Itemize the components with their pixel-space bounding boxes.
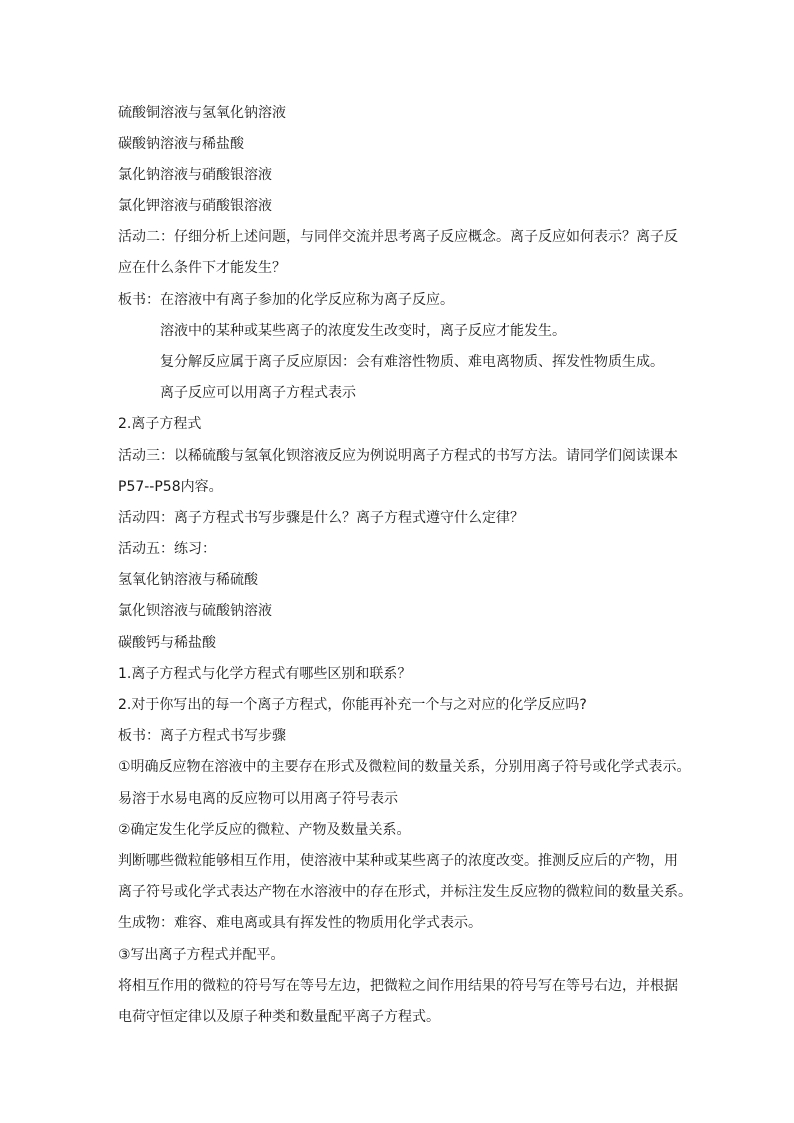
text-line-reaction-3: 氯化钠溶液与硝酸银溶液 bbox=[118, 167, 272, 183]
text-line-products-note: 生成物：难容、难电离或具有挥发性的物质用化学式表示。 bbox=[118, 915, 482, 931]
text-line-question-1: 1.离子方程式与化学方程式有哪些区别和联系？ bbox=[118, 666, 412, 682]
text-line-activity-3: 活动三：以稀硫酸与氢氧化钡溶液反应为例说明离子方程式的书写方法。请同学们阅读课本 bbox=[118, 448, 678, 464]
text-line-activity-3-cont: P57--P58内容。 bbox=[118, 479, 223, 495]
text-line-step-2-detail-1: 判断哪些微粒能够相互作用，使溶液中某种或某些离子的浓度改变。推测反应后的产物，用 bbox=[118, 853, 678, 869]
text-line-step-1-note: 易溶于水易电离的反应物可以用离子符号表示 bbox=[118, 791, 398, 807]
text-line-board-representation: 离子反应可以用离子方程式表示 bbox=[160, 385, 356, 401]
text-line-activity-2-cont: 应在什么条件下才能发生？ bbox=[118, 260, 286, 276]
text-line-step-3: ③写出离子方程式并配平。 bbox=[118, 947, 285, 963]
text-line-activity-2: 活动二：仔细分析上述问题，与同伴交流并思考离子反应概念。离子反应如何表示？离子反 bbox=[118, 229, 678, 245]
text-line-reaction-4: 氯化钾溶液与硝酸银溶液 bbox=[118, 198, 272, 214]
text-line-reaction-1: 硫酸铜溶液与氢氧化钠溶液 bbox=[118, 105, 286, 121]
text-line-board-reason: 复分解反应属于离子反应原因：会有难溶性物质、难电离物质、挥发性物质生成。 bbox=[160, 354, 664, 370]
text-line-activity-4: 活动四：离子方程式书写步骤是什么？离子方程式遵守什么定律？ bbox=[118, 510, 524, 526]
text-line-question-2: 2.对于你写出的每一个离子方程式，你能再补充一个与之对应的化学反应吗? bbox=[118, 697, 587, 713]
text-line-exercise-1: 氢氧化钠溶液与稀硫酸 bbox=[118, 572, 258, 588]
text-line-step-1: ①明确反应物在溶液中的主要存在形式及微粒间的数量关系，分别用离子符号或化学式表示。 bbox=[118, 759, 691, 775]
text-line-board-definition: 板书：在溶液中有离子参加的化学反应称为离子反应。 bbox=[118, 292, 454, 308]
text-line-step-3-detail-1: 将相互作用的微粒的符号写在等号左边，把微粒之间作用结果的符号写在等号右边，并根据 bbox=[118, 978, 678, 994]
text-line-step-2-detail-2: 离子符号或化学式表达产物在水溶液中的存在形式，并标注发生反应物的微粒间的数量关系。 bbox=[118, 884, 692, 900]
text-line-board-condition: 溶液中的某种或某些离子的浓度发生改变时，离子反应才能发生。 bbox=[160, 323, 566, 339]
text-line-activity-5: 活动五：练习： bbox=[118, 541, 216, 557]
text-line-step-3-detail-2: 电荷守恒定律以及原子种类和数量配平离子方程式。 bbox=[118, 1009, 440, 1025]
text-line-step-2: ②确定发生化学反应的微粒、产物及数量关系。 bbox=[118, 822, 411, 838]
section-heading-ionic-equation: 2.离子方程式 bbox=[118, 416, 202, 432]
text-line-board-steps: 板书：离子方程式书写步骤 bbox=[118, 728, 286, 744]
text-line-exercise-2: 氯化钡溶液与硫酸钠溶液 bbox=[118, 603, 272, 619]
text-line-exercise-3: 碳酸钙与稀盐酸 bbox=[118, 635, 216, 651]
text-line-reaction-2: 碳酸钠溶液与稀盐酸 bbox=[118, 136, 244, 152]
